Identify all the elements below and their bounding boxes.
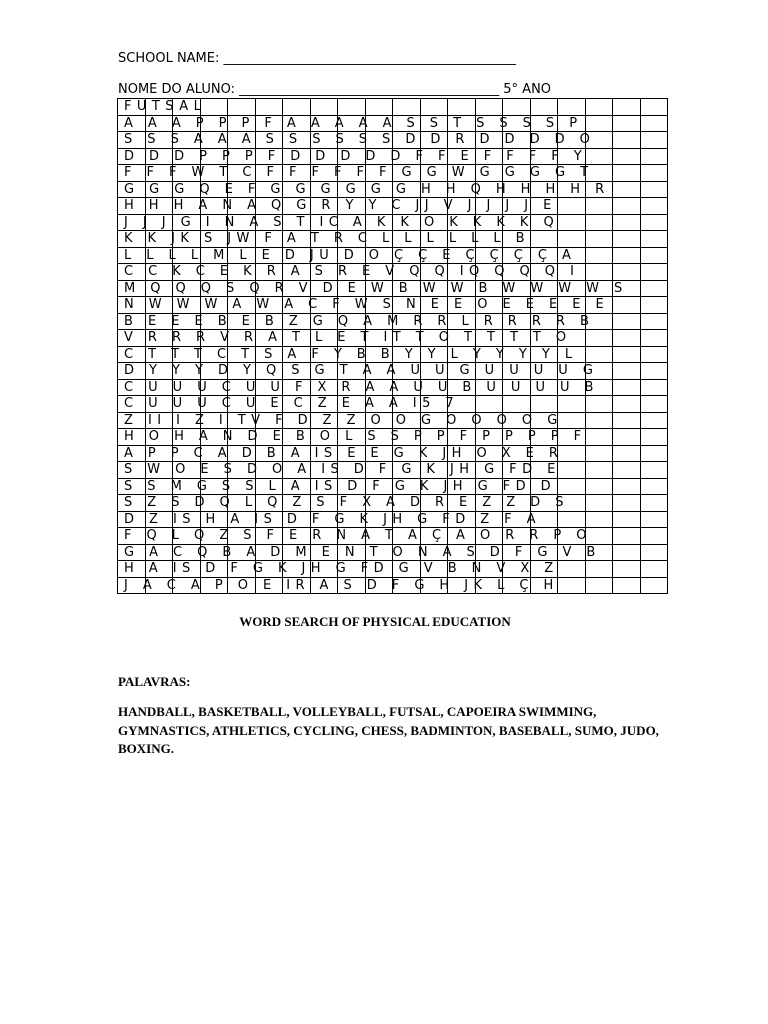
grid-row-letters: A A A P P P F A A A A A S S T S S S S P xyxy=(124,115,583,131)
grid-row xyxy=(118,413,668,430)
grid-row-letters: L L L L M L E D JU D O Ç Ç E Ç Ç Ç Ç A xyxy=(124,247,577,263)
grid-row-letters: D Y Y Y D Y Q S G T A A U U G U U U U G xyxy=(124,363,599,378)
grid-row-letters: H O H A N D E B O L S S P P F P P P P F xyxy=(124,429,587,444)
grid-row xyxy=(118,512,668,529)
grid-row xyxy=(118,578,668,595)
word-search-grid xyxy=(117,98,668,594)
grid-row xyxy=(118,198,668,215)
grid-row xyxy=(118,462,668,479)
grid-row-letters: S W O E S D O A IS D F G K JH G FD E xyxy=(124,462,561,477)
grid-row xyxy=(118,116,668,133)
grid-row xyxy=(118,165,668,182)
words-label: PALAVRAS: xyxy=(118,674,191,689)
grid-row-letters: H A IS D F G K JH G FD G V B N V X Z xyxy=(124,561,559,576)
grid-row xyxy=(118,446,668,463)
grid-row-letters: D Z IS H A IS D F G K JH G FD Z F A xyxy=(124,511,542,527)
grid-row-letters: FUTSAL xyxy=(124,99,207,114)
grid-row xyxy=(118,264,668,281)
grid-row-letters: K K JK S JW F A T R C L L L L L L B xyxy=(124,231,531,246)
grid-row-letters: G A C Q B A D M E N T O N A S D F G V B xyxy=(124,544,601,560)
grid-row-letters: C U U U C U U F X R A A U U B U U U U B xyxy=(124,379,599,395)
grid-row-letters: C T T T C T S A F Y B B Y Y L Y Y Y Y L xyxy=(124,346,578,362)
grid-row-letters: F F F W T C F F F F F F G G W G G G G T xyxy=(124,165,594,180)
grid-row-letters: B E E E B E B Z G Q A M R R L R R R R B xyxy=(124,313,595,329)
grid-row-letters: J J J G I N A S T IC A K K O K K K K Q xyxy=(124,214,560,230)
grid-row-letters: N W W W A W A C F W S N E E O E E E E E xyxy=(124,297,610,312)
grid-row xyxy=(118,248,668,265)
grid-row-letters: A P P C A D B A IS E E G K JH O X E R xyxy=(124,445,564,461)
grid-row xyxy=(118,479,668,496)
grid-row xyxy=(118,314,668,331)
grid-row-letters: Z II I Z I TV F D Z Z O O G O O O O G xyxy=(124,412,563,428)
grid-row xyxy=(118,330,668,347)
student-name-line: NOME DO ALUNO: ________________________________________ 5° ANO xyxy=(118,82,552,97)
grid-row-letters: F Q L Q Z S F E R N A T A Ç A O R R P O xyxy=(124,528,592,543)
grid-row xyxy=(118,99,668,116)
grid-row xyxy=(118,149,668,166)
grid-row xyxy=(118,281,668,298)
grid-row-letters: H H H A N A Q G R Y Y C JJ V J J J J E xyxy=(124,198,557,213)
grid-row xyxy=(118,561,668,578)
grid-row xyxy=(118,215,668,232)
grid-row xyxy=(118,132,668,149)
grid-row-letters: S Z S D Q L Q Z S F X A D R E Z Z D S xyxy=(124,495,569,510)
grid-row xyxy=(118,380,668,397)
grid-row-letters: M Q Q Q S Q R V D E W B W W B W W W W S xyxy=(124,280,628,296)
grid-row xyxy=(118,429,668,446)
grid-row-letters: J A C A P O E IR A S D F G H JK L Ç H xyxy=(124,577,559,593)
grid-row-letters: S S S A A A S S S S S S D D R D D D D O xyxy=(124,132,596,147)
grid-row-letters: S S M G S S L A IS D F G K JH G FD D xyxy=(124,478,557,494)
grid-row-letters: C C K C E K R A S R E V Q Q IQ Q Q Q I xyxy=(124,264,580,279)
grid-row-letters: C U U U C U E C Z E A A I5 7 xyxy=(124,396,460,411)
grid-row xyxy=(118,231,668,248)
grid-row-letters: G G G Q E F G G G G G G H H Q H H H H R xyxy=(124,181,610,197)
words-list: HANDBALL, BASKETBALL, VOLLEYBALL, FUTSAL, CAPOEIRA SWIMMING, GYMNASTICS, ATHLETICS, CYCLING, CHESS, BADMINTON, BASEBALL, SUMO, JUDO, BOXING. xyxy=(118,704,659,756)
grid-row xyxy=(118,297,668,314)
grid-row xyxy=(118,495,668,512)
grid-row xyxy=(118,182,668,199)
grid-row-letters: V R R R V R A T L E T IT T O T T T T O xyxy=(124,330,572,345)
grid-row xyxy=(118,396,668,413)
page-title: WORD SEARCH OF PHYSICAL EDUCATION xyxy=(239,614,511,629)
school-name-line: SCHOOL NAME: _____________________________________________ xyxy=(118,51,517,66)
grid-row xyxy=(118,545,668,562)
grid-row-letters: D D D P P P F D D D D D F F E F F F F Y xyxy=(124,148,588,164)
grid-row xyxy=(118,347,668,364)
grid-row xyxy=(118,528,668,545)
grid-row xyxy=(118,363,668,380)
